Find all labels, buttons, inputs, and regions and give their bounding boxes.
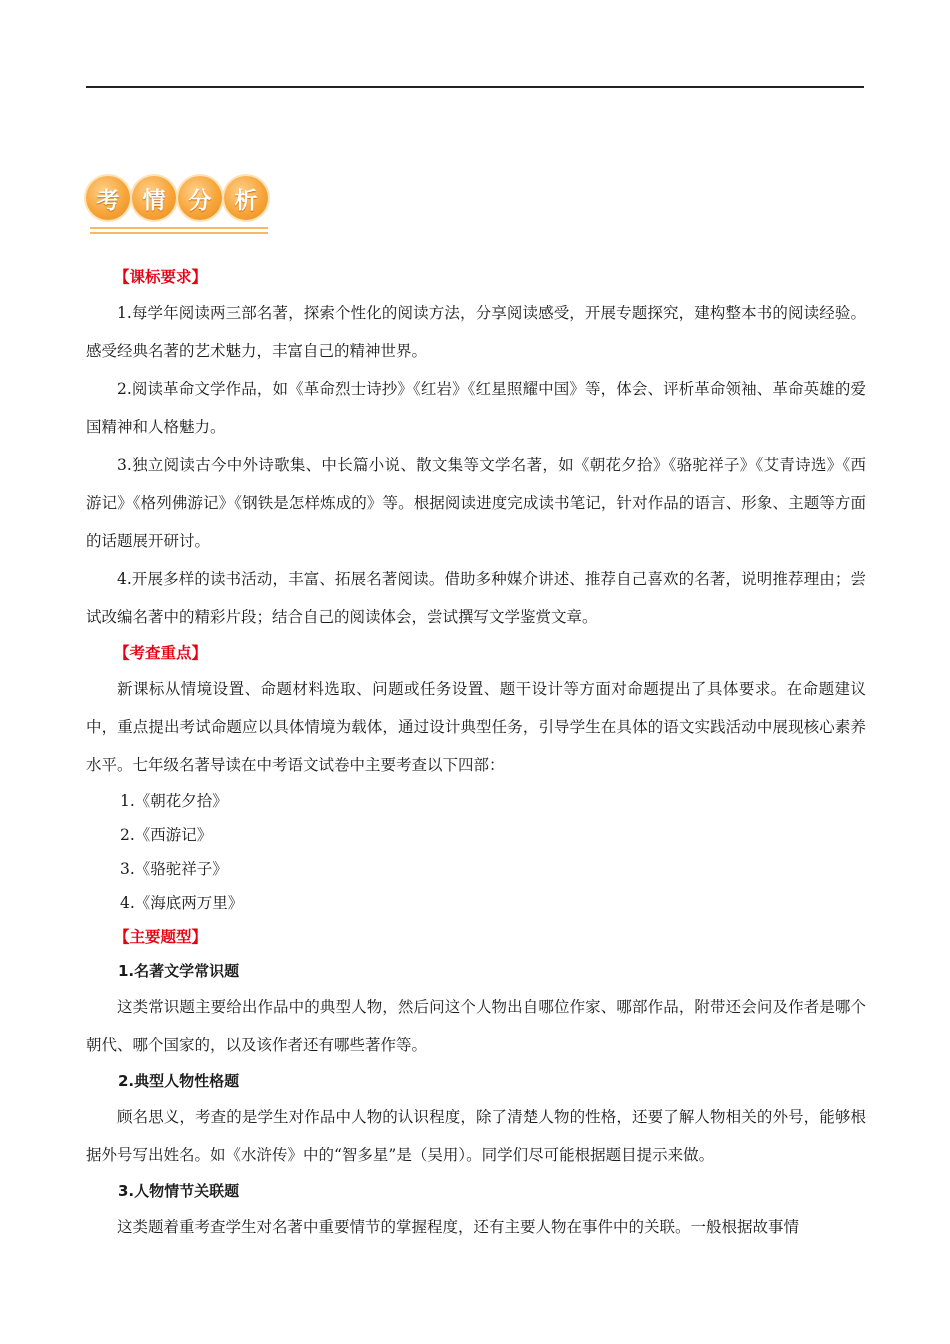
badge-char: 析 bbox=[224, 176, 268, 220]
question-type-text: 这类常识题主要给出作品中的典型人物，然后问这个人物出自哪位作家、哪部作品，附带还会问及作者是哪个朝代、哪个国家的，以及该作者还有哪些著作等。 bbox=[86, 998, 866, 1054]
curriculum-paragraph: 2.阅读革命文学作品，如《革命烈士诗抄》《红岩》《红星照耀中国》等，体会、评析革命领袖、革命英雄的爱国精神和人格魅力。 bbox=[86, 380, 866, 436]
book-item: 3.《骆驼祥子》 bbox=[120, 860, 228, 878]
book-item: 2.《西游记》 bbox=[120, 826, 213, 844]
book-item: 4.《海底两万里》 bbox=[120, 894, 244, 912]
document-body bbox=[86, 260, 866, 1246]
badge-underline bbox=[90, 227, 268, 234]
question-type-heading: 3.人物情节关联题 bbox=[118, 1182, 240, 1200]
curriculum-paragraph: 1.每学年阅读两三部名著，探索个性化的阅读方法，分享阅读感受，开展专题探究，建构整本书的阅读经验。感受经典名著的艺术魅力，丰富自己的精神世界。 bbox=[86, 304, 866, 360]
curriculum-paragraph: 4.开展多样的读书活动，丰富、拓展名著阅读。借助多种媒介讲述、推荐自己喜欢的名著，说明推荐理由；尝试改编名著中的精彩片段；结合自己的阅读体会，尝试撰写文学鉴赏文章。 bbox=[86, 570, 866, 626]
section-badge bbox=[86, 176, 272, 240]
section-title-types: 【主要题型】 bbox=[114, 927, 208, 946]
question-type-text: 这类题着重考查学生对名著中重要情节的掌握程度，还有主要人物在事件中的关联。一般根据故事情 bbox=[117, 1218, 800, 1236]
curriculum-paragraph: 3.独立阅读古今中外诗歌集、中长篇小说、散文集等文学名著，如《朝花夕拾》《骆驼祥子》《艾青诗选》《西游记》《格列佛游记》《钢铁是怎样炼成的》等。根据阅读进度完成读书笔记，针对作品的语言、形象、主题等方面的话题展开研讨。 bbox=[86, 456, 866, 550]
badge-char: 考 bbox=[86, 176, 130, 220]
book-item: 1.《朝花夕拾》 bbox=[120, 792, 228, 810]
header-rule bbox=[86, 86, 864, 88]
question-type-heading: 2.典型人物性格题 bbox=[118, 1072, 240, 1090]
focus-paragraph: 新课标从情境设置、命题材料选取、问题或任务设置、题干设计等方面对命题提出了具体要求。在命题建议中，重点提出考试命题应以具体情境为载体，通过设计典型任务，引导学生在具体的语文实践活动中展现核心素养水平。七年级名著导读在中考语文试卷中主要考查以下四部： bbox=[86, 680, 866, 774]
badge-char: 分 bbox=[178, 176, 222, 220]
question-type-text: 顾名思义，考查的是学生对作品中人物的认识程度，除了清楚人物的性格，还要了解人物相关的外号，能够根据外号写出姓名。如《水浒传》中的“智多星”是（吴用）。同学们尽可能根据题目提示来做。 bbox=[86, 1108, 866, 1164]
section-title-focus: 【考查重点】 bbox=[114, 643, 208, 662]
badge-char: 情 bbox=[132, 176, 176, 220]
section-title-curriculum: 【课标要求】 bbox=[114, 267, 208, 286]
question-type-heading: 1.名著文学常识题 bbox=[118, 962, 240, 980]
